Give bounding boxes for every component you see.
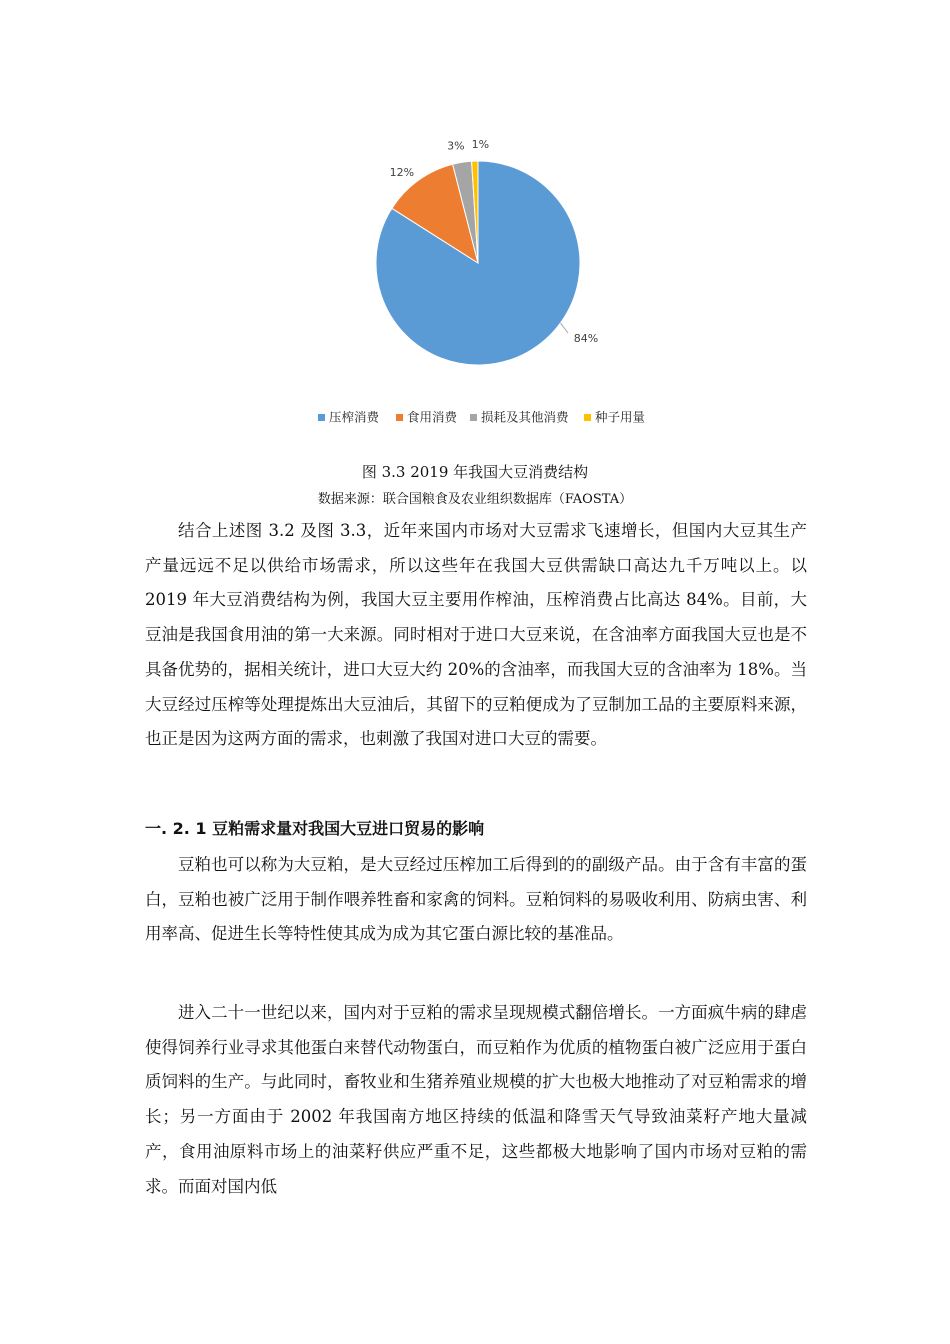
data-label: 3%: [447, 139, 465, 153]
legend-label: 食用消费: [407, 409, 458, 425]
pie-slices: [376, 161, 580, 365]
data-label: 84%: [573, 332, 599, 345]
legend-label: 压榨消费: [329, 409, 380, 425]
data-label: 12%: [389, 166, 415, 180]
legend-swatch: [396, 414, 403, 421]
paragraph-2: 豆粕也可以称为大豆粕，是大豆经过压榨加工后得到的的副级产品。由于含有丰富的蛋白，豆粕也被广泛用于制作喂养牲畜和家禽的饲料。豆粕饲料的易吸收利用、防病虫害、利用率高、促进生长等特性使其成为成为其它蛋白源比较的基准品。: [145, 855, 807, 944]
legend-swatch: [584, 414, 591, 421]
legend-swatch: [318, 414, 325, 421]
figure-caption: 图 3.3 2019 年我国大豆消费结构: [361, 463, 589, 481]
leader-lines: [560, 323, 568, 333]
pie-chart: [280, 135, 680, 435]
legend-label: 种子用量: [595, 409, 646, 425]
chart-legend: [318, 410, 645, 425]
paragraph-1: 结合上述图 3.2 及图 3.3，近年来国内市场对大豆需求飞速增长，但国内大豆其生产产量远远不足以供给市场需求，所以这些年在我国大豆供需缺口高达九千万吨以上。以 2019 年大豆消费结构为例，我国大豆主要用作榨油，压榨消费占比高达 84%。目前，大豆油是我国食用油的第一大来源。同时相对于进口大豆来说，在含油率方面我国大豆也是不具备优势的，据相关统计，进口大豆大约 20%的含油率，而我国大豆的含油率为 18%。当大豆经过压榨等处理提炼出大豆油后，其留下的豆粕便成为了豆制加工品的主要原料来源，也正是因为这两方面的需求，也刺激了我国对进口大豆的需要。: [145, 521, 807, 749]
section-heading: 一. 2. 1 豆粕需求量对我国大豆进口贸易的影响: [145, 819, 485, 838]
legend-swatch: [470, 414, 477, 421]
leader-line: [560, 323, 568, 333]
paragraph-3: 进入二十一世纪以来，国内对于豆粕的需求呈现规模式翻倍增长。一方面疯牛病的肆虐使得饲养行业寻求其他蛋白来替代动物蛋白，而豆粕作为优质的植物蛋白被广泛应用于蛋白质饲料的生产。与此同时，畜牧业和生猪养殖业规模的扩大也极大地推动了对豆粕需求的增长；另一方面由于 2002 年我国南方地区持续的低温和降雪天气导致油菜籽产地大量减产，食用油原料市场上的油菜籽供应严重不足，这些都极大地影响了国内市场对豆粕的需求。而面对国内低: [145, 1003, 807, 1196]
legend-label: 损耗及其他消费: [481, 409, 569, 425]
figure-source: 数据来源：联合国粮食及农业组织数据库（FAOSTA）: [317, 492, 633, 507]
data-label: 1%: [471, 138, 490, 152]
